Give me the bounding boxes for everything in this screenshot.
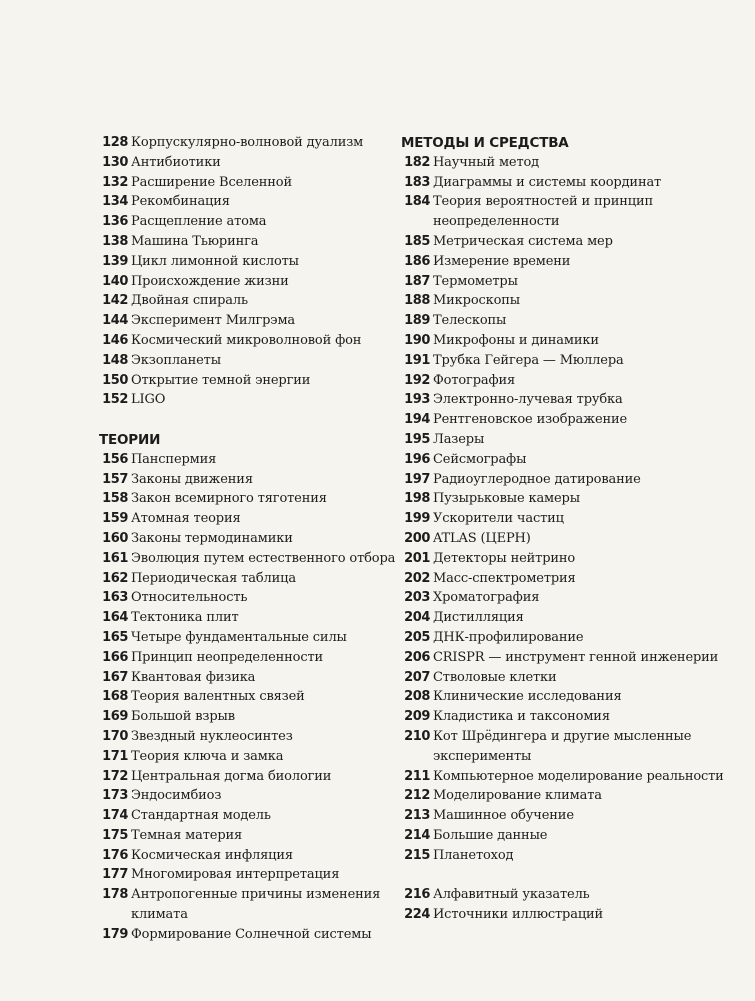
toc-entry-title: CRISPR — инструмент генной инженерии — [433, 649, 719, 665]
toc-entry-title: Детекторы нейтрино — [433, 550, 576, 566]
toc-entry — [99, 747, 399, 767]
toc-page-number: 159 — [102, 511, 128, 527]
toc-entry — [401, 410, 751, 430]
toc-entry-title: Лазеры — [433, 431, 485, 447]
toc-entry-title: Рентгеновское изображение — [433, 412, 628, 428]
toc-entry — [401, 173, 751, 193]
toc-entry — [99, 371, 399, 391]
toc-entry-title: Машина Тьюринга — [131, 233, 259, 249]
toc-entry — [99, 707, 399, 727]
toc-page-number: 178 — [102, 887, 128, 903]
toc-page-number: 205 — [404, 629, 430, 645]
toc-left-column — [99, 133, 399, 945]
toc-entry — [99, 173, 399, 193]
toc-entry — [99, 133, 399, 153]
toc-entry-title: Принцип неопределенности — [131, 649, 324, 665]
toc-entry — [401, 628, 751, 648]
toc-page-number: 202 — [404, 570, 430, 586]
toc-entry — [99, 153, 399, 173]
toc-page-number: 212 — [404, 788, 430, 804]
toc-page-number: 194 — [404, 412, 430, 428]
toc-page-number: 177 — [102, 867, 128, 883]
toc-page-number: 182 — [404, 154, 430, 170]
toc-entry — [99, 489, 399, 509]
toc-entry — [401, 291, 751, 311]
toc-entry — [401, 687, 751, 707]
toc-entry-title: Метрическая система мер — [433, 233, 613, 249]
toc-entry-title: Трубка Гейгера — Мюллера — [433, 352, 624, 368]
toc-entry — [401, 588, 751, 608]
toc-entry-title: Эндосимбиоз — [131, 788, 222, 804]
toc-entry — [99, 588, 399, 608]
toc-entry — [99, 608, 399, 628]
toc-entry-title: Происхождение жизни — [131, 273, 289, 289]
toc-page-number: 195 — [404, 431, 430, 447]
toc-entry — [401, 351, 751, 371]
toc-entry-title: Антропогенные причины изменения климата — [131, 887, 381, 923]
toc-entry — [99, 865, 399, 885]
toc-entry-title: Центральная догма биологии — [131, 768, 332, 784]
toc-entry — [401, 371, 751, 391]
toc-entry — [99, 291, 399, 311]
section-title-theories: ТЕОРИИ — [99, 431, 161, 448]
toc-entry-title: Законы термодинамики — [131, 530, 293, 546]
toc-entry — [401, 806, 751, 826]
toc-entry-title: Ускорители частиц — [433, 511, 564, 527]
toc-entry — [401, 648, 751, 668]
toc-entry-title: Космический микроволновой фон — [131, 332, 362, 348]
toc-page-number: 206 — [404, 649, 430, 665]
toc-entry-title: Теория ключа и замка — [131, 748, 284, 764]
toc-entry-title: Открытие темной энергии — [131, 372, 311, 388]
toc-page-number: 192 — [404, 372, 430, 388]
toc-page-number: 209 — [404, 709, 430, 725]
toc-entry-title: Радиоуглеродное датирование — [433, 471, 641, 487]
toc-entry — [401, 529, 751, 549]
toc-page-number: 208 — [404, 689, 430, 705]
toc-entry-title: Машинное обучение — [433, 808, 574, 824]
toc-page-number: 179 — [102, 926, 128, 942]
toc-entry — [401, 905, 751, 925]
toc-page-number: 161 — [102, 550, 128, 566]
toc-page-number: 190 — [404, 332, 430, 348]
toc-entry-title: Панспермия — [131, 451, 217, 467]
toc-list-theories — [99, 450, 399, 945]
toc-entry — [401, 311, 751, 331]
toc-entry-title: Эксперимент Милгрэма — [131, 313, 296, 329]
toc-entry-title: Темная материя — [131, 827, 243, 843]
toc-entry — [99, 786, 399, 806]
toc-entry-title: Моделирование климата — [433, 788, 602, 804]
toc-entry — [401, 232, 751, 252]
toc-page-number: 132 — [102, 174, 128, 190]
toc-entry-title: Звездный нуклеосинтез — [131, 728, 293, 744]
toc-page-number: 201 — [404, 550, 430, 566]
toc-page-number: 162 — [102, 570, 128, 586]
toc-page-number: 134 — [102, 194, 128, 210]
toc-page-number: 142 — [102, 293, 128, 309]
toc-entry-title: Электронно-лучевая трубка — [433, 392, 623, 408]
section-gap — [99, 410, 399, 430]
toc-page-number: 191 — [404, 352, 430, 368]
toc-entry-title: Диаграммы и системы координат — [433, 174, 662, 190]
toc-page-number: 189 — [404, 313, 430, 329]
toc-entry — [99, 727, 399, 747]
toc-page-number: 157 — [102, 471, 128, 487]
toc-entry-title: Многомировая интерпретация — [131, 867, 340, 883]
toc-entry-title: Антибиотики — [131, 154, 221, 170]
toc-page-number: 199 — [404, 511, 430, 527]
toc-page-number: 169 — [102, 709, 128, 725]
toc-page-number: 172 — [102, 768, 128, 784]
toc-entry-title: Атомная теория — [131, 511, 241, 527]
toc-entry — [99, 331, 399, 351]
toc-entry-title: Микроскопы — [433, 293, 520, 309]
toc-entry-title: Источники иллюстраций — [433, 907, 604, 923]
toc-entry-title: Фотография — [433, 372, 516, 388]
toc-entry — [401, 767, 751, 787]
toc-page-number: 128 — [102, 135, 128, 150]
toc-page-number: 146 — [102, 332, 128, 348]
toc-entry-title: Дистилляция — [433, 610, 524, 626]
toc-page-number: 138 — [102, 233, 128, 249]
toc-entry-title: Формирование Солнечной системы — [131, 926, 372, 942]
toc-entry — [401, 608, 751, 628]
toc-page-number: 160 — [102, 530, 128, 546]
toc-entry-title: Цикл лимонной кислоты — [131, 253, 299, 269]
toc-entry-title: Расширение Вселенной — [131, 174, 292, 190]
toc-entry-title: Научный метод — [433, 154, 540, 170]
toc-entry-title: Термометры — [433, 273, 518, 289]
toc-entry — [401, 707, 751, 727]
toc-list-back-matter — [401, 885, 751, 925]
toc-entry-title: Космическая инфляция — [131, 847, 293, 863]
toc-entry — [99, 628, 399, 648]
toc-entry — [401, 826, 751, 846]
toc-entry — [401, 153, 751, 173]
toc-entry-title: Планетоход — [433, 847, 514, 863]
toc-page-number: 167 — [102, 669, 128, 685]
toc-entry-title: Теория валентных связей — [131, 689, 305, 705]
toc-entry — [401, 470, 751, 490]
toc-entry-title: Тектоника плит — [131, 610, 239, 626]
toc-page-number: 200 — [404, 530, 430, 546]
toc-entry-title: Большие данные — [433, 827, 548, 843]
toc-entry — [401, 331, 751, 351]
toc-page-number: 186 — [404, 253, 430, 269]
toc-entry-title: Корпускулярно-волновой дуализм — [131, 135, 364, 150]
toc-entry-title: Относительность — [131, 590, 248, 606]
toc-page-number: 166 — [102, 649, 128, 665]
toc-page-number: 144 — [102, 313, 128, 329]
toc-page-number: 203 — [404, 590, 430, 606]
toc-entry — [99, 668, 399, 688]
toc-page-number: 136 — [102, 214, 128, 230]
toc-page-number: 184 — [404, 194, 430, 210]
toc-entry-title: Эволюция путем естественного отбора — [131, 550, 396, 566]
toc-entry — [401, 786, 751, 806]
toc-entry — [99, 826, 399, 846]
toc-entry — [99, 351, 399, 371]
toc-entry — [99, 311, 399, 331]
toc-entry — [401, 668, 751, 688]
toc-entry — [401, 489, 751, 509]
toc-entry-title: Компьютерное моделирование реальности — [433, 768, 724, 784]
toc-entry — [99, 450, 399, 470]
toc-list-methods — [401, 153, 751, 866]
toc-entry — [99, 192, 399, 212]
toc-page-number: 152 — [102, 392, 128, 408]
toc-entry — [99, 648, 399, 668]
toc-entry-title: Законы движения — [131, 471, 253, 487]
toc-page-number: 148 — [102, 352, 128, 368]
toc-entry — [99, 509, 399, 529]
toc-entry-title: ATLAS (ЦЕРН) — [433, 530, 531, 546]
toc-entry-title: Большой взрыв — [131, 709, 235, 725]
toc-entry — [99, 885, 399, 925]
toc-entry-title: Теория вероятностей и принцип неопределенности — [433, 194, 653, 230]
toc-entry — [99, 925, 399, 945]
toc-entry — [99, 687, 399, 707]
toc-entry-title: Квантовая физика — [131, 669, 256, 685]
toc-entry-title: Кот Шрёдингера и другие мысленные эксперименты — [433, 728, 692, 764]
toc-entry-title: Микрофоны и динамики — [433, 332, 599, 348]
toc-entry-title: Стандартная модель — [131, 808, 271, 824]
toc-entry-title: Пузырьковые камеры — [433, 491, 580, 507]
toc-page-number: 187 — [404, 273, 430, 289]
toc-page-number: 213 — [404, 808, 430, 824]
toc-page-number: 183 — [404, 174, 430, 190]
toc-entry-title: Двойная спираль — [131, 293, 248, 309]
toc-page-number: 197 — [404, 471, 430, 487]
toc-entry-title: LIGO — [131, 392, 166, 408]
toc-entry-title: Периодическая таблица — [131, 570, 296, 586]
toc-entry-title: ДНК-профилирование — [433, 629, 584, 645]
toc-page-number: 164 — [102, 610, 128, 626]
toc-page-number: 175 — [102, 827, 128, 843]
toc-page-number: 188 — [404, 293, 430, 309]
toc-page-number: 215 — [404, 847, 430, 863]
toc-entry — [401, 846, 751, 866]
toc-page-number: 198 — [404, 491, 430, 507]
toc-entry-title: Измерение времени — [433, 253, 571, 269]
toc-page-number: 196 — [404, 451, 430, 467]
toc-page-number: 158 — [102, 491, 128, 507]
toc-page-number: 140 — [102, 273, 128, 289]
toc-entry — [401, 272, 751, 292]
toc-page-number: 216 — [404, 887, 430, 903]
toc-entry-title: Экзопланеты — [131, 352, 221, 368]
toc-page-number: 185 — [404, 233, 430, 249]
toc-page-number: 173 — [102, 788, 128, 804]
toc-entry-title: Масс-спектрометрия — [433, 570, 576, 586]
toc-entry-title: Хроматография — [433, 590, 540, 606]
toc-page-number: 130 — [102, 154, 128, 170]
toc-page-number: 211 — [404, 768, 430, 784]
toc-entry — [99, 212, 399, 232]
toc-page-number: 163 — [102, 590, 128, 606]
toc-entry — [99, 390, 399, 410]
toc-entry — [401, 192, 751, 232]
toc-entry — [401, 727, 751, 767]
toc-page-number: 150 — [102, 372, 128, 388]
toc-right-column — [401, 133, 751, 925]
toc-entry-title: Четыре фундаментальные силы — [131, 629, 347, 645]
toc-page-number: 224 — [404, 907, 430, 923]
toc-page-number: 207 — [404, 669, 430, 685]
toc-entry-title: Алфавитный указатель — [433, 887, 590, 903]
toc-entry-title: Клинические исследования — [433, 689, 622, 705]
toc-page-number: 193 — [404, 392, 430, 408]
toc-page-number: 139 — [102, 253, 128, 269]
toc-page-number: 214 — [404, 827, 430, 843]
section-title-methods: МЕТОДЫ И СРЕДСТВА — [401, 135, 569, 151]
toc-entry — [99, 767, 399, 787]
toc-entry — [99, 232, 399, 252]
toc-page-number: 210 — [404, 728, 430, 744]
toc-entry — [401, 390, 751, 410]
toc-page-number: 176 — [102, 847, 128, 863]
toc-entry — [99, 846, 399, 866]
toc-entry — [401, 252, 751, 272]
toc-entry — [401, 569, 751, 589]
toc-entry-title: Сейсмографы — [433, 451, 527, 467]
toc-entry — [99, 569, 399, 589]
toc-entry — [99, 806, 399, 826]
toc-entry — [99, 470, 399, 490]
toc-entry-title: Телескопы — [433, 313, 507, 329]
toc-list-intro — [99, 133, 399, 410]
toc-entry — [401, 885, 751, 905]
toc-entry — [99, 272, 399, 292]
toc-page-number: 204 — [404, 610, 430, 626]
toc-entry-title: Кладистика и таксономия — [433, 709, 610, 725]
toc-page-number: 156 — [102, 451, 128, 467]
toc-entry — [401, 549, 751, 569]
section-gap — [401, 865, 751, 885]
toc-entry-title: Расщепление атома — [131, 214, 267, 230]
toc-page-number: 170 — [102, 728, 128, 744]
toc-entry-title: Закон всемирного тяготения — [131, 491, 327, 507]
toc-entry — [401, 450, 751, 470]
toc-entry — [401, 509, 751, 529]
toc-entry — [401, 430, 751, 450]
toc-page-number: 168 — [102, 689, 128, 705]
toc-page-number: 174 — [102, 808, 128, 824]
toc-page-number: 171 — [102, 748, 128, 764]
toc-page-number: 165 — [102, 629, 128, 645]
toc-entry — [99, 252, 399, 272]
toc-entry-title: Рекомбинация — [131, 194, 230, 210]
toc-entry — [99, 549, 399, 569]
toc-entry — [99, 529, 399, 549]
toc-entry-title: Стволовые клетки — [433, 669, 557, 685]
